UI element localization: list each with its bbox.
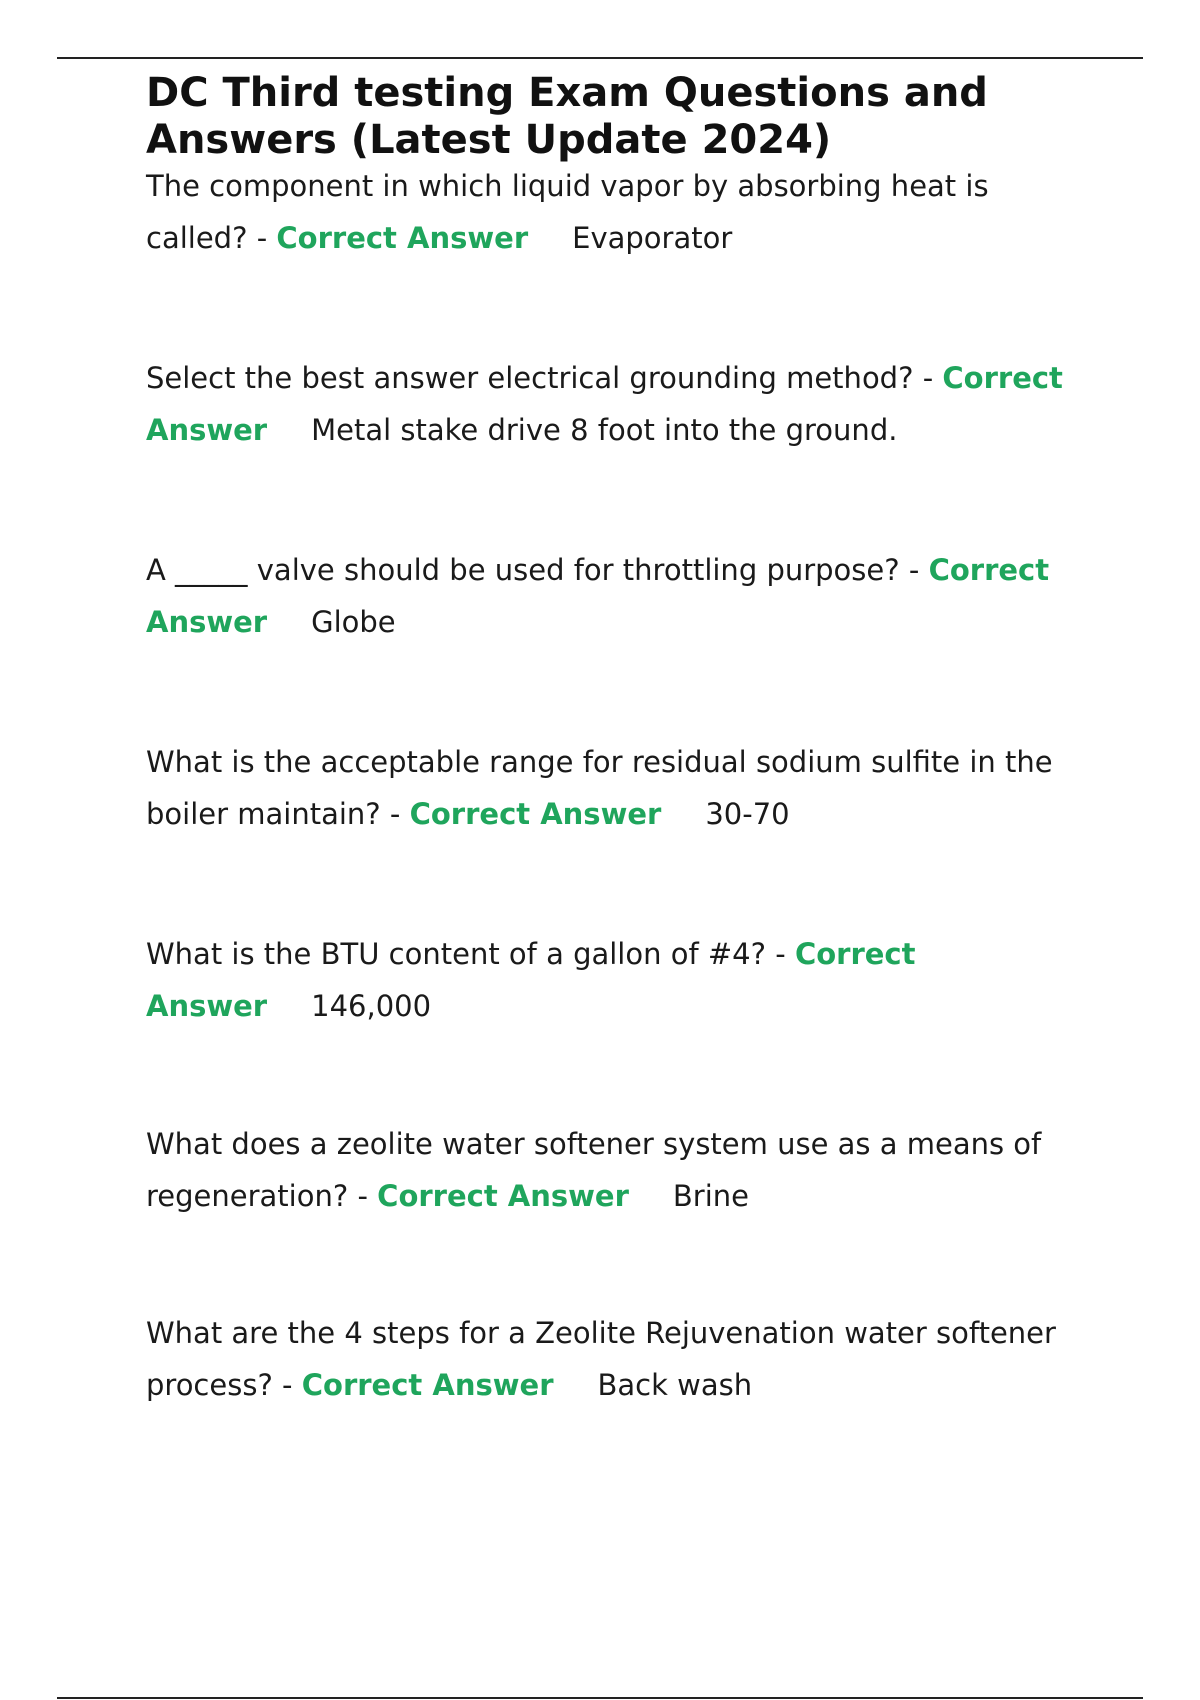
separator: - [899,553,929,587]
answer-text: Back wash [597,1368,753,1402]
question-text: What does a zeolite water softener system use as a means of regeneration? [146,1127,1042,1213]
separator: - [913,361,943,395]
answer-text: Brine [672,1179,750,1213]
answer-text: Metal stake drive 8 foot into the ground. [311,413,898,447]
bottom-rule [57,1697,1143,1699]
question-text: What is the acceptable range for residual sodium sulfite in the boiler maintain? [146,745,1053,831]
separator: - [766,937,795,971]
answer-text: 146,000 [311,989,432,1023]
answer-text: 30-70 [705,797,790,831]
correct-answer-label: Correct Answer [146,937,916,1023]
correct-answer-label: Correct Answer [377,1179,629,1213]
separator: - [380,797,410,831]
qa-item [146,736,1096,840]
correct-answer-label: Correct Answer [301,1368,554,1402]
separator: - [348,1179,378,1213]
question-text: The component in which liquid vapor by absorbing heat is called? [146,169,989,255]
question-text: What are the 4 steps for a Zeolite Rejuvenation water softener process? [146,1316,1056,1402]
question-text: Select the best answer electrical grounding method? [146,361,914,395]
answer-text: Globe [311,605,396,639]
separator: - [272,1368,302,1402]
qa-item [146,544,1096,648]
qa-item [146,1118,1096,1222]
top-rule [57,57,1143,59]
correct-answer-label: Correct Answer [409,797,662,831]
qa-item [146,928,1096,1032]
separator: - [247,221,277,255]
correct-answer-label: Correct Answer [276,221,529,255]
document-title: DC Third testing Exam Questions and Answers (Latest Update 2024) [146,70,988,163]
question-text: What is the BTU content of a gallon of #4? [146,937,767,971]
correct-answer-label: Correct Answer [146,361,1063,447]
correct-answer-label: Correct Answer [146,553,1050,639]
question-text: A _____ valve should be used for throttling purpose? [146,553,900,587]
answer-text: Evaporator [572,221,733,255]
qa-item [146,1307,1096,1411]
qa-item [146,352,1096,456]
qa-list [146,160,1096,1411]
qa-item [146,160,1096,264]
